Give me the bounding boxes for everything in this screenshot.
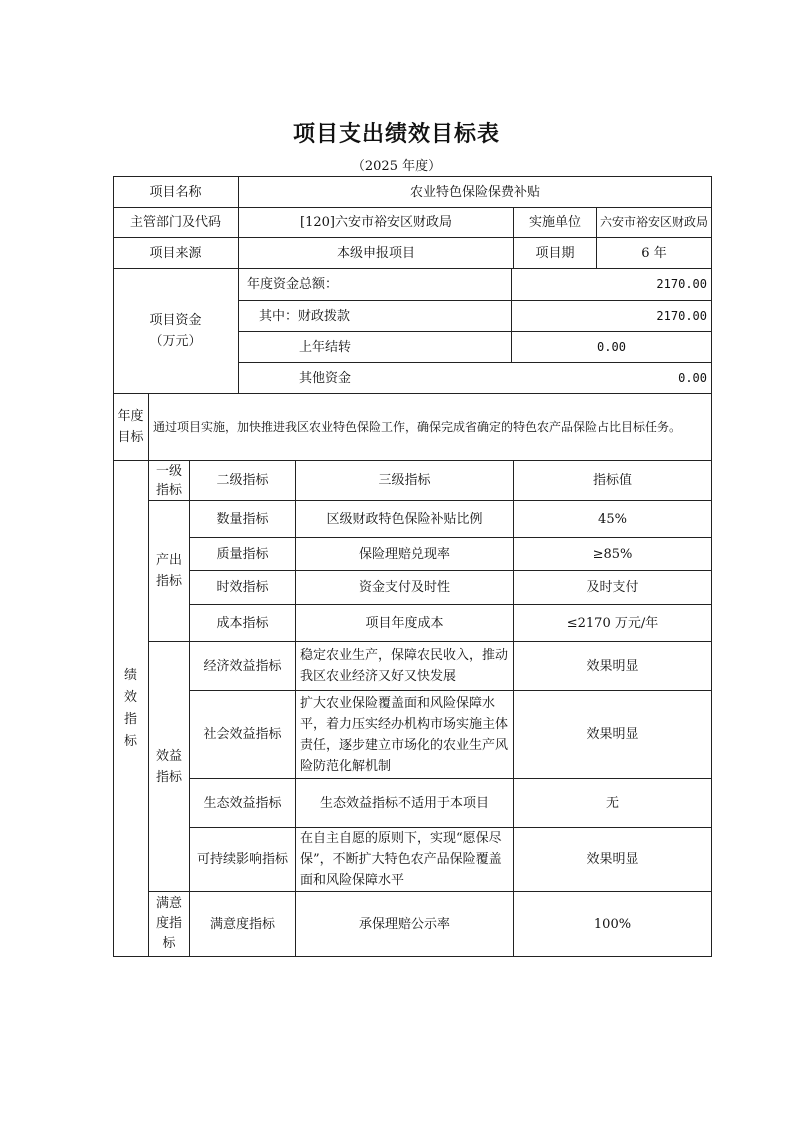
header-level1 (149, 461, 189, 500)
output-value: 45% (598, 511, 627, 527)
satisfaction-l2: 满意度指标 (209, 916, 275, 932)
output-label-line1: 产出 (155, 553, 182, 568)
benefit-label-line1: 效益 (155, 748, 182, 764)
benefit-l3: 在自主自愿的原则下，实现“愿保尽保”，不断扩大特色农产品保险覆盖面和风险保障水平 (300, 831, 502, 888)
perf-label (113, 461, 148, 956)
funds-fiscal-label: 其中：财政拨款 (259, 308, 351, 324)
benefit-l3: 扩大农业保险覆盖面和风险保障水平，着力压实经办机构市场实施主体责任，逐步建立市场化的农业生产风险防范化解机制 (300, 695, 509, 774)
funds-total-label: 年度资金总额： (247, 277, 339, 292)
benefit-value: 无 (605, 795, 619, 811)
benefit-value: 效果明显 (586, 658, 639, 674)
project-name-value: 农业特色保险保费补贴 (409, 184, 540, 200)
benefit-value: 效果明显 (586, 727, 639, 742)
header-level1-line2: 指标 (155, 482, 182, 498)
perf-label-char: 绩 (123, 667, 137, 683)
perf-label-char: 效 (123, 689, 137, 705)
source-label: 项目来源 (149, 245, 202, 261)
output-l3: 保险理赔兑现率 (358, 546, 450, 562)
header-level1-line1: 一级 (155, 463, 182, 479)
benefit-l2: 生态效益指标 (203, 795, 282, 811)
benefit-l2: 经济效益指标 (203, 658, 282, 674)
satisfaction-label-line1: 满意 (155, 896, 182, 911)
output-value: 及时支付 (586, 580, 639, 595)
header-level3: 三级指标 (378, 473, 431, 488)
funds-label-line1: 项目资金 (149, 313, 202, 328)
funds-label-line2: （万元） (149, 334, 202, 349)
benefit-l2: 社会效益指标 (203, 727, 282, 742)
dept-value: [120]六安市裕安区财政局 (300, 215, 452, 230)
perf-label-char: 指 (123, 711, 137, 727)
output-l2: 数量指标 (216, 511, 269, 527)
funds-other-value: 0.00 (678, 370, 707, 385)
impl-label: 实施单位 (528, 215, 581, 230)
funds-carryover-value: 0.00 (597, 339, 626, 354)
goal-label (113, 394, 148, 460)
output-l3: 区级财政特色保险补贴比例 (326, 511, 483, 527)
goal-label-line1: 年度 (117, 409, 144, 424)
funds-total-value: 2170.00 (656, 277, 707, 291)
header-level2: 二级指标 (216, 473, 269, 488)
perf-label-char: 标 (123, 733, 137, 749)
benefit-l2: 可持续影响指标 (196, 852, 288, 867)
benefit-l3: 生态效益指标不适用于本项目 (319, 795, 489, 811)
output-label-line2: 指标 (155, 574, 182, 589)
source-value: 本级申报项目 (336, 245, 415, 261)
dept-label: 主管部门及代码 (129, 215, 221, 230)
year-label: （2025 年度） (351, 159, 442, 174)
funds-fiscal-value: 2170.00 (656, 308, 707, 323)
funds-other-label: 其他资金 (299, 370, 352, 386)
benefit-label-line2: 指标 (155, 769, 182, 785)
satisfaction-label (149, 892, 189, 956)
output-label (149, 501, 189, 641)
period-value: 6 年 (641, 245, 667, 261)
output-l3: 项目年度成本 (365, 615, 444, 631)
satisfaction-value: 100% (593, 916, 632, 932)
output-value: ≥85% (592, 546, 633, 562)
funds-label (113, 269, 238, 393)
benefit-label (149, 642, 189, 891)
output-l2: 质量指标 (216, 546, 269, 562)
benefit-l3: 稳定农业生产，保障农民收入，推动我区农业经济又好又快发展 (300, 648, 509, 684)
impl-value: 六安市裕安区财政局 (599, 215, 708, 229)
project-name-label: 项目名称 (149, 184, 202, 200)
header-value: 指标值 (592, 473, 632, 488)
goal-text: 通过项目实施，加快推进我区农业特色保险工作，确保完成省确定的特色农产品保险占比目标任务。 (153, 419, 682, 434)
satisfaction-label-line2: 度指 (155, 916, 182, 931)
benefit-value: 效果明显 (586, 852, 639, 867)
goal-label-line2: 目标 (117, 430, 144, 445)
output-l2: 成本指标 (216, 615, 269, 631)
funds-carryover-label: 上年结转 (299, 339, 352, 355)
output-l2: 时效指标 (216, 580, 269, 595)
output-l3: 资金支付及时性 (358, 580, 450, 595)
period-label: 项目期 (535, 245, 575, 261)
output-value: ≤2170 万元/年 (566, 615, 659, 631)
page-title: 项目支出绩效目标表 (292, 121, 500, 147)
satisfaction-l3: 承保理赔公示率 (358, 916, 450, 932)
satisfaction-label-line3: 标 (162, 936, 176, 951)
